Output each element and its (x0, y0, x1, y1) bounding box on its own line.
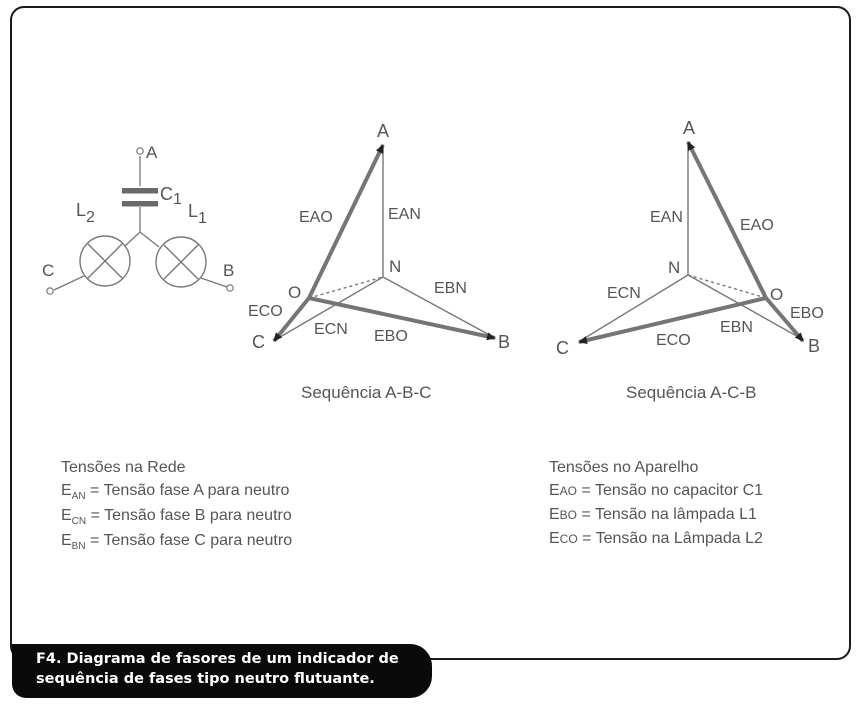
legend-aparelho-title: Tensões no Aparelho (549, 459, 699, 476)
caption-acb: Sequência A-C-B (626, 383, 757, 402)
terminal-c-label: C (42, 261, 55, 280)
phasor-diagram-acb (556, 118, 824, 402)
capacitor-plate-top (122, 188, 158, 194)
legend-aparelho-item: EAO = Tensão no capacitor C1 (549, 482, 764, 499)
legend-rede-title: Tensões na Rede (61, 459, 186, 476)
point-o-label: O (288, 283, 302, 302)
legend-aparelho-item: ECO = Tensão na Lâmpada L2 (549, 530, 763, 547)
terminal-b-node (227, 285, 233, 291)
legend-rede-item: $E_{CN}$ = Tensão fase B para neutro (61, 507, 292, 527)
capacitor-label: C1 (160, 184, 182, 208)
label-e-ao: EAO (740, 217, 774, 234)
legend-rede-item: $E_{AN}$ = Tensão fase A para neutro (61, 482, 290, 502)
point-c-label: C (252, 332, 265, 352)
terminal-c-node (47, 288, 53, 294)
neutral-offset-line (309, 277, 383, 298)
point-c-label: C (556, 338, 569, 358)
label-e-co: ECO (248, 303, 283, 320)
point-a-label: A (683, 118, 696, 138)
label-e-an: EAN (650, 209, 683, 226)
lamp-l1-label: L1 (188, 201, 207, 227)
caption-abc: Sequência A-B-C (301, 383, 432, 402)
legend-rede-item: $E_{BN}$ = Tensão fase C para neutro (61, 532, 293, 552)
legend-aparelho-item: EBO = Tensão na lâmpada L1 (549, 506, 757, 523)
point-a-label: A (377, 121, 390, 141)
phasor-diagram-abc (248, 121, 510, 402)
lamp-l2-label: L2 (76, 200, 95, 226)
point-n-label: N (668, 258, 681, 277)
point-b-label: B (808, 336, 821, 356)
label-e-bo: EBO (790, 305, 824, 322)
terminal-a-node (137, 148, 143, 154)
label-e-bn: EBN (720, 319, 753, 336)
label-e-bo: EBO (374, 328, 408, 345)
label-e-cn: ECN (607, 285, 641, 302)
label-e-bn: EBN (434, 280, 467, 297)
label-e-an: EAN (388, 206, 421, 223)
point-n-label: N (389, 257, 402, 276)
label-e-co: ECO (656, 332, 691, 349)
circuit-schematic (42, 143, 234, 294)
terminal-a-label: A (146, 143, 158, 162)
caption-line-1: F4. Diagrama de fasores de um indicador de (36, 651, 399, 667)
point-o-label: O (770, 285, 784, 304)
lamp-l1 (156, 237, 206, 287)
lamp-l2 (80, 236, 130, 286)
legend-aparelho (549, 456, 763, 551)
point-b-label: B (498, 332, 511, 352)
figure-caption (12, 644, 432, 698)
legend-rede (61, 456, 292, 554)
label-e-cn: ECN (314, 321, 348, 338)
caption-line-2: sequência de fases tipo neutro flutuante. (36, 671, 375, 687)
label-e-ao: EAO (299, 209, 333, 226)
capacitor-plate-bottom (122, 201, 158, 207)
terminal-b-label: B (223, 261, 235, 280)
